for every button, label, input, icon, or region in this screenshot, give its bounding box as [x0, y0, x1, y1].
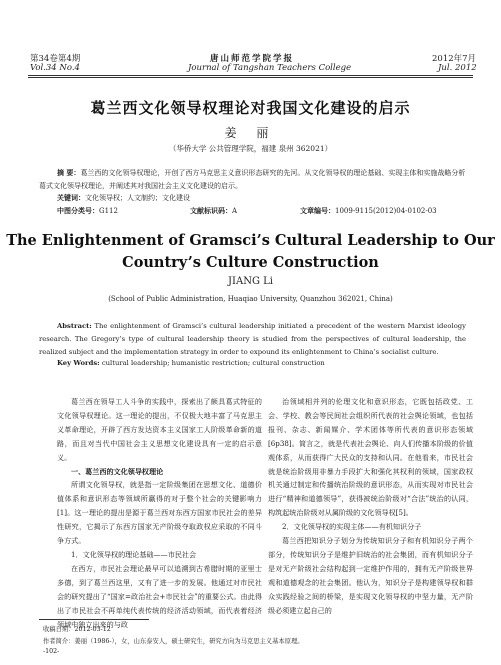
header-rule-thin: [28, 77, 473, 78]
footnote-rule: [39, 619, 149, 620]
author-en: JIANG Li: [228, 276, 273, 287]
article-value: 1009-9115(2012)04-0102-03: [335, 207, 437, 215]
body-paragraph: 治领域相并列的伦理文化和意识形态，它既包括政党、工会、学校、教会等民间社会组织所代表的社会舆论领域，也包括报刊、杂志、新闻媒介、学术团体等所代表的意识形态领域[6p38]。简言之，就是代表社会舆论、向人们传播本阶级的价值观体系，从而获得广大民众的支持和认同。在他看来，市民社会就是统治阶级用非暴力手段扩大和强化其权利的领域，国家政权机关通过制定和传播统治阶级的意识形态，从而实现对市民社会进行“精神和道德领导”，获得被统治阶级对“合法”统治的认同，构筑起统治阶级对从属阶级的文化领导权[5]。: [268, 397, 473, 518]
article-label: 文章编号：: [300, 206, 335, 215]
author-bio: 作者简介：姜丽（1986-），女，山东泰安人，硕士研究生，研究方向为马克思主义基本原理。: [43, 638, 304, 645]
header-rule: [28, 75, 473, 76]
affiliation-en: (School of Public Administration, Huaqiao University, Quanzhou 362021, China): [108, 295, 393, 303]
document-code: [190, 206, 237, 216]
keywords-cn-text: 文化领导权；人文制约；文化建设: [85, 194, 190, 202]
abstract-cn-label: 摘 要：: [57, 168, 81, 177]
body-paragraph: 2．文化领导权的实现主体——有机知识分子: [282, 522, 422, 532]
paper-title-cn: 葛兰西文化领导权理论对我国文化建设的启示: [90, 99, 411, 117]
volume-issue-en: Vol.34 No.4: [30, 63, 80, 73]
clc-number: [57, 206, 118, 216]
paper-title-en-line1: The Enlightenment of Gramsci’s Cultural Leadership to Our: [6, 232, 495, 249]
clc-label: 中图分类号：: [57, 206, 99, 215]
running-header: [0, 0, 501, 72]
abstract-en: [39, 320, 466, 359]
received-date: 收稿日期：2012-03-12: [43, 626, 111, 633]
body-column-left: [57, 395, 262, 631]
keywords-en-text: cultural leadership; humanistic restriction; cultural construction: [101, 359, 325, 367]
keywords-cn-label: 关键词：: [57, 193, 85, 202]
volume-issue-cn: 第34卷第4期: [30, 54, 81, 64]
section-heading: 一、葛兰西的文化领导权理论: [71, 466, 164, 476]
abstract-cn: [39, 166, 466, 193]
affiliation-cn: （华侨大学 公共管理学院，福建 泉州 362021）: [168, 144, 333, 153]
doc-value: A: [232, 207, 238, 215]
keywords-en-label: Key Words:: [57, 359, 100, 367]
article-number: [300, 206, 437, 216]
paper-title-en-line2: Country’s Culture Construction: [122, 254, 379, 271]
clc-value: G112: [99, 207, 118, 215]
abstract-en-text: The enlightenment of Gramsci’s cultural leadership initiated a precedent of the western Marxist ideology research. The Gregory’s type of cultural leadership theory is studied from the perspectives of cultural leadership, the realized subject and the implementation strategy in order to expound its enlightenment to China’s socialist culture.: [39, 322, 466, 356]
author-cn: 姜 丽: [224, 126, 277, 140]
body-paragraph: 所谓文化领导权，就是指一定阶级集团在思想文化、道德价值体系和意识形态等领域所赢得的对于整个社会的关键影响力[1]。这一理论的提出是源于葛兰西对东西方国家市民社会的差异性研究，它揭示了东西方国家无产阶级夺取政权应采取的不同斗争方式。: [57, 480, 262, 546]
abstract-cn-text: 葛兰西的文化领导权理论，开创了西方马克思主义意识形态研究的先河。从文化领导权的理论基础、实现主体和实施战略分析葛式文化领导权理论，并阐述其对我国社会主义文化建设的启示。: [39, 169, 466, 190]
date-cn: 2012年7月: [432, 54, 477, 64]
date-en: Jul. 2012: [438, 63, 477, 73]
body-paragraph: 葛兰西把知识分子划分为传统知识分子和有机知识分子两个部分，传统知识分子是维护旧统治的社会集团，而有机知识分子是对无产阶级社会结构起到一定维护作用的，拥有无产阶级世界观和道德观念的社会集团。他认为，知识分子是构建领导权和群众实践经验之间的桥梁，是实现文化领导权的中坚力量，无产阶级必须建立起自己的: [268, 536, 473, 615]
body-paragraph: 葛兰西在领导工人斗争的实践中，探索出了颇具葛式特征的文化领导权理论。这一理论的提出，不仅极大地丰富了马克思主义革命理论，开辟了西方发达资本主义国家工人阶级革命新的道路，而且对当代中国社会主义思想文化建设具有一定的启示意义。: [57, 397, 262, 462]
page-number: -102-: [43, 648, 60, 655]
journal-name-cn: 唐山师范学院学报: [210, 54, 295, 64]
body-paragraph: 在西方，市民社会理论最早可以追溯到古希腊时期的亚里士多德，到了葛兰西这里，又有了进一步的发展。他通过对市民社会的研究提出了“国家=政治社会+市民社会”的重要公式。由此得出了市民社会不再单纯代表传统的经济活动领域，而代表着经济领域中独立出来的与政: [57, 563, 262, 629]
keywords-en: [57, 359, 325, 367]
doc-label: 文献标识码：: [190, 206, 232, 215]
abstract-en-label: Abstract:: [57, 322, 92, 330]
body-paragraph: 1．文化领导权的理论基础——市民社会: [71, 549, 197, 559]
journal-name-en: Journal of Tangshan Teachers College: [188, 63, 352, 73]
keywords-cn: [57, 193, 190, 203]
body-column-right: [268, 395, 473, 618]
